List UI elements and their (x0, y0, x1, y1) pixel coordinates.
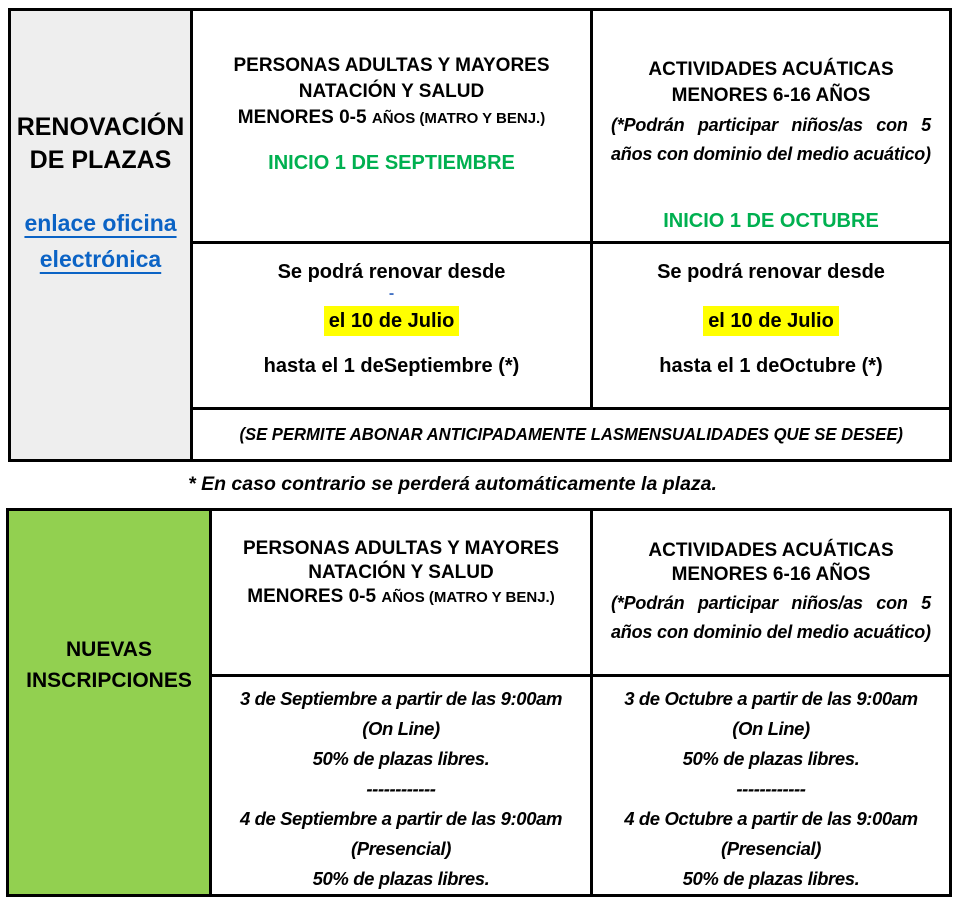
renewal-title-line1: RENOVACIÓN (16, 113, 185, 141)
renewal-title-line2: DE PLAZAS (29, 146, 172, 174)
aquatic2-header-note: (*Podrán participar niños/as con 5 años con dominio del medio acuático) (611, 593, 931, 642)
aquatic-header-note: (*Podrán participar niños/as con 5 años con dominio del medio acuático) (611, 115, 931, 164)
inicio-septiembre-label: INICIO 1 DE SEPTIEMBRE (268, 152, 515, 174)
schedule-line: 50% de plazas libres. (312, 748, 490, 769)
schedule-line: 3 de Octubre a partir de las 9:00am (624, 688, 918, 709)
enrollment-aquatic-header-cell (593, 511, 949, 677)
advance-payment-note-cell (193, 410, 949, 459)
adults-header-line2: NATACIÓN Y SALUD (298, 81, 485, 102)
electronic-office-link-line1[interactable]: enlace oficina (24, 210, 177, 236)
renew-date-highlight-aquatic: el 10 de Julio (703, 306, 839, 336)
electronic-office-link-line2[interactable]: electrónica (39, 246, 162, 272)
renew-until-aquatic: hasta el 1 deOctubre (*) (659, 355, 883, 377)
adults2-header-line1: PERSONAS ADULTAS Y MAYORES (242, 538, 560, 559)
aquatic2-header-line1: ACTIVIDADES ACUÁTICAS (648, 540, 894, 561)
adults-header-line3-main: MENORES 0-5 (237, 107, 367, 128)
enrollment-adults-schedule-cell (212, 677, 593, 894)
renew-until-adults: hasta el 1 deSeptiembre (*) (263, 355, 520, 377)
schedule-line: (On Line) (732, 718, 810, 739)
renew-date-highlight-adults: el 10 de Julio (324, 306, 460, 336)
aquatic2-header-line2: MENORES 6-16 AÑOS (671, 564, 871, 585)
renewal-adults-dates-cell (193, 244, 593, 410)
adults-header-line1: PERSONAS ADULTAS Y MAYORES (233, 55, 550, 76)
aquatic-header-line1: ACTIVIDADES ACUÁTICAS (648, 59, 894, 80)
schedule-line: (Presencial) (720, 838, 822, 859)
adults2-header-line2: NATACIÓN Y SALUD (308, 562, 494, 583)
renew-intro-adults: Se podrá renovar desde (277, 261, 506, 283)
renewal-table (8, 8, 952, 462)
adults-header-line3 (238, 105, 545, 132)
adults-header-line3-small: AÑOS (MATRO Y BENJ.) (371, 110, 546, 127)
electronic-office-link[interactable] (24, 205, 176, 277)
schedule-line: 50% de plazas libres. (682, 748, 860, 769)
renewal-left-cell (11, 11, 193, 459)
inicio-octubre-label: INICIO 1 DE OCTUBRE (663, 210, 879, 232)
adults2-header-line3-main: MENORES 0-5 (247, 586, 377, 607)
new-enrollment-title-line2: INSCRIPCIONES (26, 669, 192, 692)
dashed-divider: ------------ (736, 778, 806, 799)
adults2-header-line3 (247, 585, 554, 610)
renewal-adults-header-cell (193, 11, 593, 244)
renewal-aquatic-dates-cell (593, 244, 949, 410)
schedule-line: (Presencial) (350, 838, 452, 859)
renewal-aquatic-header-cell (593, 11, 949, 244)
schedule-line: 3 de Septiembre a partir de las 9:00am (239, 688, 563, 709)
new-enrollment-table (6, 508, 952, 897)
new-enrollment-title-line1: NUEVAS (66, 638, 152, 661)
schedule-line: (On Line) (362, 718, 440, 739)
asterisk-note: * En caso contrario se perderá automáticamente la plaza. (188, 473, 717, 495)
aquatic-header-line2: MENORES 6-16 AÑOS (671, 85, 871, 106)
schedule-line: 4 de Septiembre a partir de las 9:00am (239, 808, 563, 829)
renew-intro-aquatic: Se podrá renovar desde (657, 261, 885, 283)
advance-payment-note: (SE PERMITE ABONAR ANTICIPADAMENTE LASMENSUALIDADES QUE SE DESEE) (239, 424, 903, 444)
enrollment-aquatic-schedule-cell (593, 677, 949, 894)
adults2-header-line3-small: AÑOS (MATRO Y BENJ.) (381, 589, 555, 606)
dashed-divider: ------------ (366, 778, 436, 799)
new-enrollment-left-cell (9, 511, 212, 894)
schedule-line: 50% de plazas libres. (682, 868, 860, 889)
schedule-line: 50% de plazas libres. (312, 868, 490, 889)
renewal-title (17, 111, 185, 177)
enrollment-adults-header-cell (212, 511, 593, 677)
stray-dash: - (388, 285, 395, 302)
schedule-line: 4 de Octubre a partir de las 9:00am (624, 808, 918, 829)
